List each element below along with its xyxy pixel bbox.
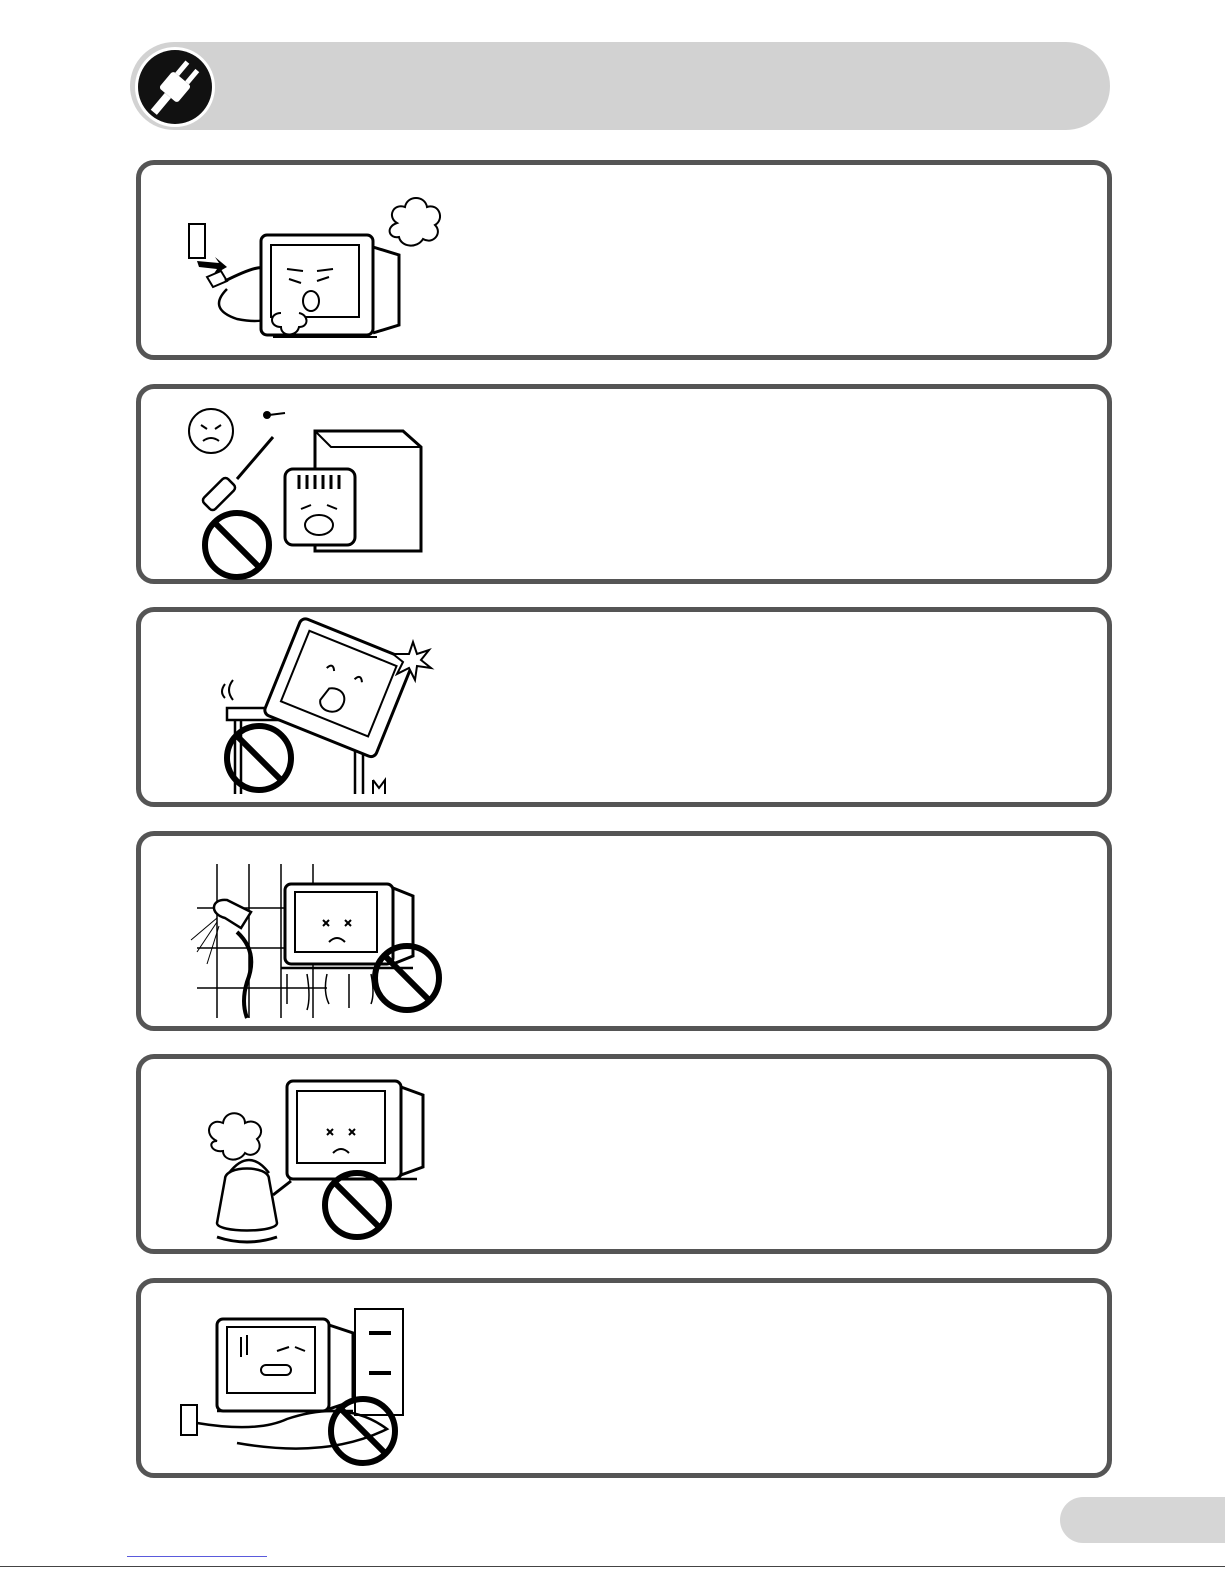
panel-text (446, 411, 1077, 557)
tv-cord-pinched-prohibited-icon (177, 1295, 457, 1471)
safety-panel-2 (136, 384, 1112, 584)
tv-falling-from-stand-prohibited-icon (177, 624, 457, 800)
panel-text (446, 634, 1077, 780)
power-plug-icon (134, 46, 216, 128)
panel-text (446, 858, 1077, 1004)
tv-in-bathroom-prohibited-icon (177, 848, 457, 1024)
panel-text (446, 1081, 1077, 1227)
panel-text (446, 1305, 1077, 1451)
footer-link-underline (127, 1556, 267, 1557)
footer-divider (0, 1566, 1225, 1567)
safety-panel-3 (136, 607, 1112, 807)
tv-unplugged-smoking-icon (177, 177, 457, 353)
section-header-bar (130, 42, 1110, 130)
panel-text (446, 187, 1077, 333)
safety-panel-4 (136, 831, 1112, 1031)
safety-panel-6 (136, 1278, 1112, 1478)
safety-panel-5 (136, 1054, 1112, 1254)
tv-back-cover-screwdriver-prohibited-icon (177, 401, 457, 577)
page-number-tab (1060, 1497, 1225, 1543)
safety-panel-1 (136, 160, 1112, 360)
tv-near-steam-kettle-prohibited-icon (177, 1071, 457, 1247)
